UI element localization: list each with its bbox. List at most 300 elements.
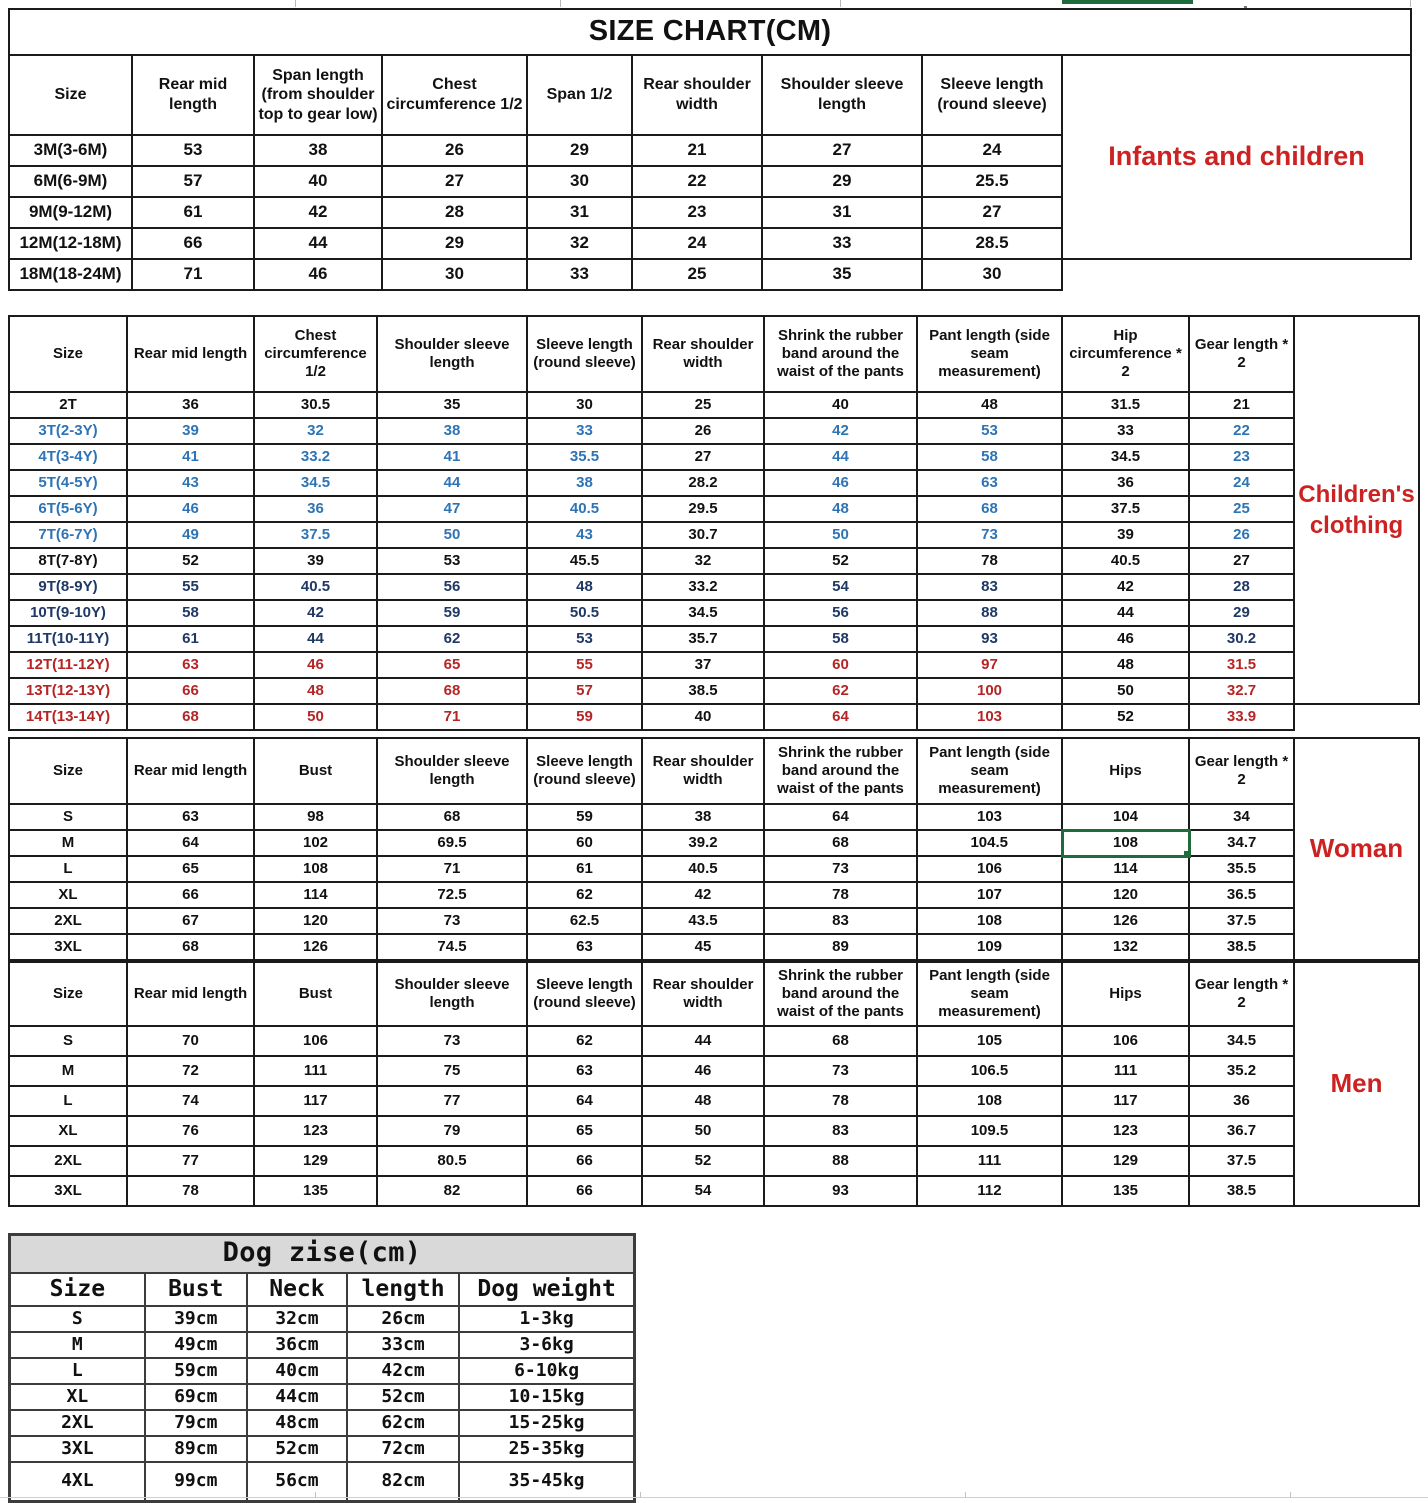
value-cell: 33 [527,259,632,290]
value-cell: 78 [764,882,917,908]
value-cell: 65 [377,652,527,678]
value-cell: 26cm [347,1306,459,1332]
value-cell: 26 [382,135,527,166]
men-size-table [8,961,1420,1207]
value-cell: 83 [764,908,917,934]
value-cell: 77 [377,1086,527,1116]
value-cell: 28 [382,197,527,228]
infants-size-table [8,8,1412,291]
value-cell: 42 [254,197,382,228]
size-cell: 3XL [9,1176,127,1206]
value-cell: 62.5 [527,908,642,934]
size-cell: 6M(6-9M) [9,166,132,197]
size-cell: 4XL [10,1462,145,1502]
value-cell: 54 [642,1176,764,1206]
value-cell: 47 [377,496,527,522]
value-cell: 32.7 [1189,678,1294,704]
gridline-tick [640,1492,641,1498]
column-header: Gear length * 2 [1189,738,1294,804]
value-cell: 45.5 [527,548,642,574]
value-cell: 108 [917,1086,1062,1116]
value-cell: 78 [127,1176,254,1206]
value-cell: 103 [917,804,1062,830]
column-header: Rear shoulder width [642,962,764,1026]
value-cell: 72 [127,1056,254,1086]
column-header: Sleeve length (round sleeve) [527,738,642,804]
value-cell: 56cm [247,1462,347,1502]
column-header: Rear shoulder width [642,316,764,392]
value-cell: 71 [377,704,527,730]
size-cell: 3M(3-6M) [9,135,132,166]
size-cell: 11T(10-11Y) [9,626,127,652]
value-cell: 31 [527,197,632,228]
column-header: Span length (from shoulder top to gear low) [254,55,382,135]
value-cell: 38.5 [1189,934,1294,960]
column-header: Size [9,962,127,1026]
column-header: Sleeve length (round sleeve) [922,55,1062,135]
value-cell: 39 [1062,522,1189,548]
value-cell: 71 [132,259,254,290]
value-cell: 28.5 [922,228,1062,259]
value-cell: 63 [127,804,254,830]
size-cell: 3T(2-3Y) [9,418,127,444]
value-cell: 34 [1189,804,1294,830]
value-cell: 62 [764,678,917,704]
value-cell: 75 [377,1056,527,1086]
value-cell: 132 [1062,934,1189,960]
value-cell: 79 [377,1116,527,1146]
value-cell: 66 [527,1146,642,1176]
value-cell: 36.7 [1189,1116,1294,1146]
value-cell: 38.5 [1189,1176,1294,1206]
size-cell: XL [10,1384,145,1410]
value-cell: 129 [1062,1146,1189,1176]
value-cell: 27 [1189,548,1294,574]
value-cell: 68 [127,934,254,960]
value-cell: 88 [917,600,1062,626]
value-cell: 48cm [247,1410,347,1436]
value-cell: 38.5 [642,678,764,704]
value-cell: 64 [764,804,917,830]
value-cell: 36 [1062,470,1189,496]
value-cell: 37.5 [254,522,377,548]
value-cell: 30 [527,166,632,197]
value-cell: 120 [254,908,377,934]
size-cell: 2XL [9,1146,127,1176]
value-cell: 104.5 [917,830,1062,856]
value-cell: 117 [254,1086,377,1116]
value-cell: 66 [127,882,254,908]
value-cell: 73 [377,1026,527,1056]
value-cell: 108 [917,908,1062,934]
value-cell: 52 [127,548,254,574]
size-cell: 10T(9-10Y) [9,600,127,626]
value-cell: 24 [632,228,762,259]
value-cell: 73 [377,908,527,934]
value-cell: 36cm [247,1332,347,1358]
value-cell: 29 [762,166,922,197]
size-cell: 7T(6-7Y) [9,522,127,548]
dog-size-table [8,1233,636,1503]
column-header: Shrink the rubber band around the waist of the pants [764,962,917,1026]
value-cell: 34.5 [1189,1026,1294,1056]
size-cell: 18M(18-24M) [9,259,132,290]
gridline-tick [1290,1492,1291,1498]
value-cell: 42 [1062,574,1189,600]
value-cell: 37 [642,652,764,678]
value-cell: 109 [917,934,1062,960]
value-cell: 74.5 [377,934,527,960]
size-cell: M [9,1056,127,1086]
value-cell: 29 [527,135,632,166]
value-cell: 73 [764,1056,917,1086]
column-header: Size [9,55,132,135]
value-cell: 36 [1189,1086,1294,1116]
value-cell: 30.7 [642,522,764,548]
value-cell: 99cm [145,1462,247,1502]
value-cell: 48 [642,1086,764,1116]
size-cell: 3XL [10,1436,145,1462]
value-cell: 80.5 [377,1146,527,1176]
value-cell: 68 [127,704,254,730]
value-cell: 44 [377,470,527,496]
column-header: Rear mid length [127,962,254,1026]
value-cell: 44 [642,1026,764,1056]
value-cell: 38 [527,470,642,496]
value-cell: 111 [1062,1056,1189,1086]
value-cell: 62 [527,1026,642,1056]
value-cell: 15-25kg [459,1410,634,1436]
value-cell: 62cm [347,1410,459,1436]
value-cell: 33 [762,228,922,259]
value-cell: 22 [632,166,762,197]
value-cell: 56 [377,574,527,600]
gridline-tick [315,1492,316,1498]
value-cell: 41 [377,444,527,470]
value-cell: 27 [382,166,527,197]
value-cell: 36 [127,392,254,418]
value-cell: 63 [527,1056,642,1086]
value-cell: 25 [632,259,762,290]
value-cell: 62 [377,626,527,652]
size-cell: S [9,804,127,830]
value-cell: 48 [917,392,1062,418]
column-header: Shoulder sleeve length [377,962,527,1026]
value-cell: 93 [917,626,1062,652]
value-cell: 105 [917,1026,1062,1056]
value-cell: 34.5 [642,600,764,626]
value-cell: 42 [642,882,764,908]
value-cell: 58 [764,626,917,652]
value-cell: 123 [1062,1116,1189,1146]
value-cell: 50 [764,522,917,548]
value-cell: 42 [764,418,917,444]
value-cell: 25.5 [922,166,1062,197]
gridline-tick [295,0,296,7]
value-cell: 39 [254,548,377,574]
value-cell: 33.9 [1189,704,1294,730]
value-cell: 135 [254,1176,377,1206]
value-cell: 35 [377,392,527,418]
value-cell: 35.5 [1189,856,1294,882]
value-cell: 40.5 [642,856,764,882]
value-cell: 106.5 [917,1056,1062,1086]
value-cell: 6-10kg [459,1358,634,1384]
value-cell: 50 [254,704,377,730]
value-cell: 27 [642,444,764,470]
value-cell: 43 [127,470,254,496]
gridline-tick [560,0,561,7]
value-cell: 106 [1062,1026,1189,1056]
value-cell: 46 [127,496,254,522]
value-cell: 46 [1062,626,1189,652]
value-cell: 63 [127,652,254,678]
value-cell: 83 [764,1116,917,1146]
value-cell: 36.5 [1189,882,1294,908]
value-cell: 111 [254,1056,377,1086]
value-cell: 48 [1062,652,1189,678]
value-cell: 67 [127,908,254,934]
gridline-tick [1410,0,1411,7]
size-cell: 2T [9,392,127,418]
value-cell: 68 [377,804,527,830]
value-cell: 109.5 [917,1116,1062,1146]
value-cell: 71 [377,856,527,882]
selected-cell: 108 [1062,830,1189,856]
category-label: Woman [1294,738,1419,960]
value-cell: 70 [127,1026,254,1056]
size-cell: 9T(8-9Y) [9,574,127,600]
value-cell: 25 [1189,496,1294,522]
column-header: Bust [254,962,377,1026]
column-header: Pant length (side seam measurement) [917,316,1062,392]
value-cell: 31.5 [1062,392,1189,418]
value-cell: 114 [254,882,377,908]
value-cell: 59 [527,704,642,730]
value-cell: 111 [917,1146,1062,1176]
size-cell: 14T(13-14Y) [9,704,127,730]
value-cell: 30.5 [254,392,377,418]
value-cell: 126 [254,934,377,960]
value-cell: 48 [764,496,917,522]
column-header: Dog weight [459,1273,634,1306]
value-cell: 69cm [145,1384,247,1410]
spreadsheet-bottom-gridline [0,1497,1428,1498]
value-cell: 40cm [247,1358,347,1384]
value-cell: 37.5 [1062,496,1189,522]
value-cell: 31 [762,197,922,228]
value-cell: 40.5 [1062,548,1189,574]
value-cell: 107 [917,882,1062,908]
column-header: Hips [1062,962,1189,1026]
column-header: Shoulder sleeve length [377,738,527,804]
column-header: Pant length (side seam measurement) [917,962,1062,1026]
value-cell: 59 [527,804,642,830]
dog-title: Dog zise(cm) [10,1235,635,1273]
value-cell: 44 [254,626,377,652]
value-cell: 93 [764,1176,917,1206]
column-header: Rear shoulder width [642,738,764,804]
value-cell: 117 [1062,1086,1189,1116]
value-cell: 100 [917,678,1062,704]
value-cell: 40.5 [254,574,377,600]
value-cell: 42cm [347,1358,459,1384]
value-cell: 38 [377,418,527,444]
column-header: Shrink the rubber band around the waist of the pants [764,316,917,392]
value-cell: 55 [527,652,642,678]
size-chart-page [8,8,1420,1503]
value-cell: 53 [132,135,254,166]
column-header: Gear length * 2 [1189,962,1294,1026]
size-cell: L [9,856,127,882]
value-cell: 66 [527,1176,642,1206]
spreadsheet-top-gridline-strip [0,0,1428,8]
value-cell: 35.5 [527,444,642,470]
value-cell: 36 [254,496,377,522]
column-header: Chest circumference 1/2 [382,55,527,135]
value-cell: 57 [132,166,254,197]
value-cell: 54 [764,574,917,600]
value-cell: 52 [642,1146,764,1176]
value-cell: 26 [1189,522,1294,548]
value-cell: 61 [527,856,642,882]
value-cell: 53 [377,548,527,574]
gridline-tick [840,0,841,7]
value-cell: 126 [1062,908,1189,934]
value-cell: 33 [1062,418,1189,444]
value-cell: 49cm [145,1332,247,1358]
column-header: Sleeve length (round sleeve) [527,962,642,1026]
value-cell: 40.5 [527,496,642,522]
value-cell: 104 [1062,804,1189,830]
value-cell: 32 [642,548,764,574]
size-cell: 12T(11-12Y) [9,652,127,678]
value-cell: 39cm [145,1306,247,1332]
value-cell: 31.5 [1189,652,1294,678]
value-cell: 61 [127,626,254,652]
value-cell: 28.2 [642,470,764,496]
value-cell: 3-6kg [459,1332,634,1358]
column-header: Rear shoulder width [632,55,762,135]
value-cell: 59 [377,600,527,626]
size-cell: XL [9,882,127,908]
value-cell: 50 [377,522,527,548]
column-header: Size [9,738,127,804]
column-header: Neck [247,1273,347,1306]
value-cell: 52 [764,548,917,574]
value-cell: 61 [132,197,254,228]
value-cell: 46 [254,652,377,678]
value-cell: 44cm [247,1384,347,1410]
value-cell: 40 [254,166,382,197]
value-cell: 34.5 [254,470,377,496]
value-cell: 60 [764,652,917,678]
value-cell: 33.2 [254,444,377,470]
value-cell: 65 [127,856,254,882]
value-cell: 39 [127,418,254,444]
value-cell: 27 [762,135,922,166]
value-cell: 74 [127,1086,254,1116]
value-cell: 50 [1062,678,1189,704]
value-cell: 43 [527,522,642,548]
category-label: Children's clothing [1294,316,1419,704]
value-cell: 28 [1189,574,1294,600]
value-cell: 62 [527,882,642,908]
size-cell: 4T(3-4Y) [9,444,127,470]
column-header: Bust [254,738,377,804]
value-cell: 68 [377,678,527,704]
value-cell: 35-45kg [459,1462,634,1502]
value-cell: 29 [1189,600,1294,626]
value-cell: 21 [1189,392,1294,418]
column-header: Shoulder sleeve length [377,316,527,392]
size-cell: 9M(9-12M) [9,197,132,228]
column-header: length [347,1273,459,1306]
value-cell: 63 [527,934,642,960]
value-cell: 25 [642,392,764,418]
size-cell: XL [9,1116,127,1146]
value-cell: 35 [762,259,922,290]
value-cell: 57 [527,678,642,704]
size-cell: 12M(12-18M) [9,228,132,259]
value-cell: 55 [127,574,254,600]
value-cell: 1-3kg [459,1306,634,1332]
value-cell: 30.2 [1189,626,1294,652]
children-size-table [8,315,1420,731]
size-cell: 6T(5-6Y) [9,496,127,522]
column-header: Bust [145,1273,247,1306]
value-cell: 26 [642,418,764,444]
value-cell: 52cm [247,1436,347,1462]
selection-remnant-line [1062,0,1193,4]
value-cell: 32cm [247,1306,347,1332]
size-cell: L [9,1086,127,1116]
value-cell: 106 [254,1026,377,1056]
value-cell: 88 [764,1146,917,1176]
value-cell: 69.5 [377,830,527,856]
value-cell: 89cm [145,1436,247,1462]
value-cell: 60 [527,830,642,856]
value-cell: 56 [764,600,917,626]
value-cell: 68 [764,1026,917,1056]
value-cell: 24 [1189,470,1294,496]
value-cell: 32 [527,228,632,259]
value-cell: 76 [127,1116,254,1146]
value-cell: 30 [382,259,527,290]
value-cell: 21 [632,135,762,166]
value-cell: 52cm [347,1384,459,1410]
value-cell: 48 [254,678,377,704]
value-cell: 102 [254,830,377,856]
value-cell: 53 [527,626,642,652]
size-cell: L [10,1358,145,1384]
value-cell: 43.5 [642,908,764,934]
size-cell: 8T(7-8Y) [9,548,127,574]
value-cell: 33cm [347,1332,459,1358]
value-cell: 35.7 [642,626,764,652]
value-cell: 10-15kg [459,1384,634,1410]
value-cell: 42 [254,600,377,626]
value-cell: 58 [917,444,1062,470]
size-cell: 13T(12-13Y) [9,678,127,704]
value-cell: 112 [917,1176,1062,1206]
value-cell: 37.5 [1189,1146,1294,1176]
value-cell: 78 [917,548,1062,574]
value-cell: 46 [254,259,382,290]
value-cell: 120 [1062,882,1189,908]
value-cell: 40 [642,704,764,730]
value-cell: 52 [1062,704,1189,730]
